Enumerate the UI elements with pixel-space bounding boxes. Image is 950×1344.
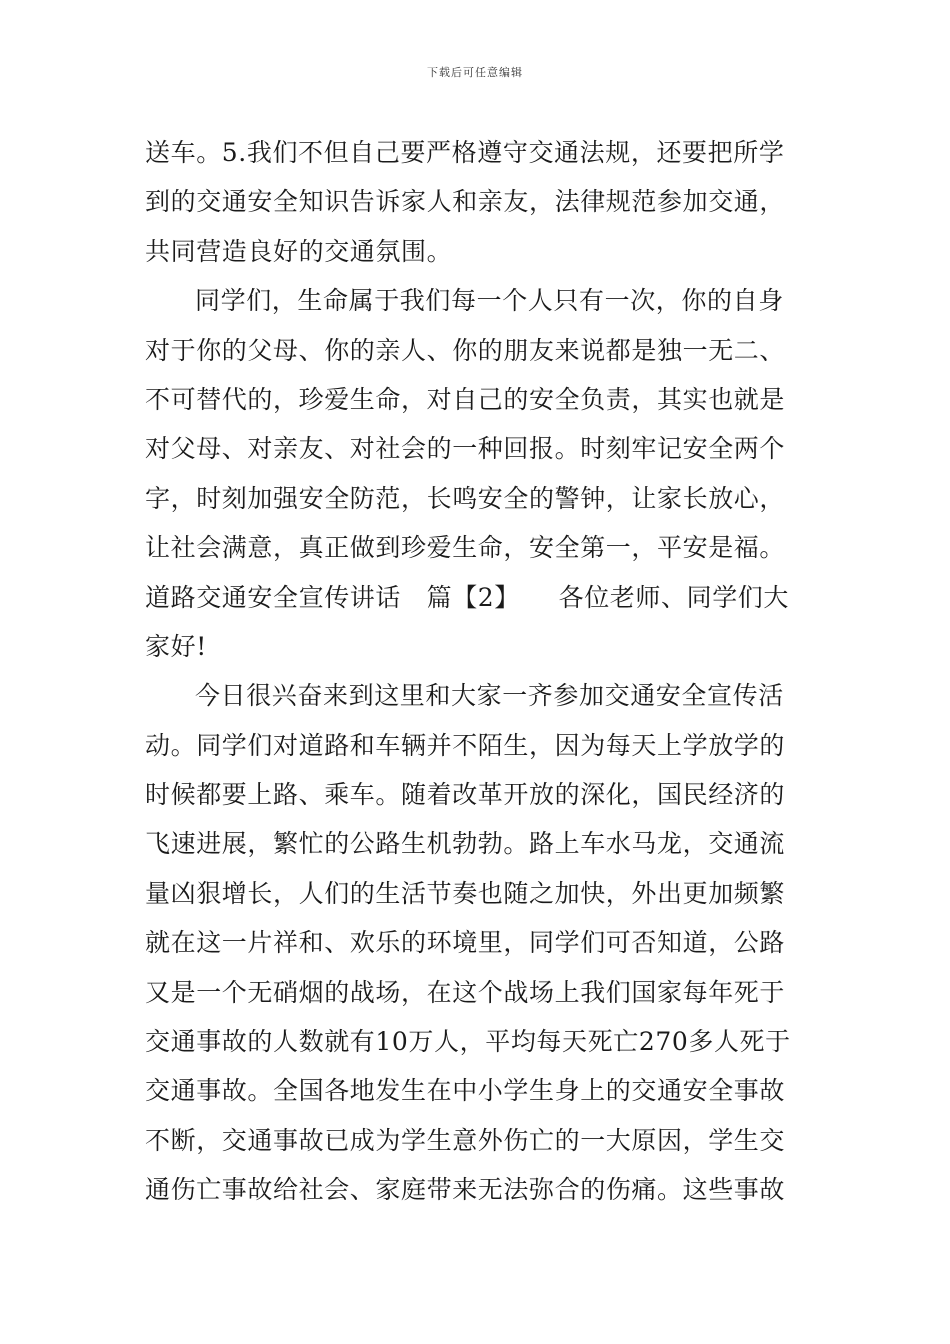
text-line: 量凶狠增长，人们的生活节奏也随之加快，外出更加频繁 xyxy=(145,878,786,908)
text-line: 对父母、对亲友、对社会的一种回报。时刻牢记安全两个 xyxy=(145,434,786,464)
text-line: 让社会满意，真正做到珍爱生命，安全第一，平安是福。 xyxy=(145,533,786,563)
text-line: 飞速进展，繁忙的公路生机勃勃。路上车水马龙，交通流 xyxy=(145,829,786,859)
text-line: 不可替代的，珍爱生命，对自己的安全负责，其实也就是 xyxy=(145,384,786,414)
text-line: 时候都要上路、乘车。随着改革开放的深化，国民经济的 xyxy=(145,780,786,810)
text-line: 今日很兴奋来到这里和大家一齐参加交通安全宣传活 xyxy=(195,681,784,711)
page-header-note: 下载后可任意编辑 xyxy=(427,66,523,79)
text-line: 不断，交通事故已成为学生意外伤亡的一大原因，学生交 xyxy=(145,1125,786,1155)
text-line: 送车。5.我们不但自己要严格遵守交通法规，还要把所学 xyxy=(145,138,785,167)
text-line: 家好! xyxy=(145,631,207,661)
text-line: 就在这一片祥和、欢乐的环境里，同学们可否知道，公路 xyxy=(145,928,786,958)
text-line: 到的交通安全知识告诉家人和亲友，法律规范参加交通， xyxy=(145,187,786,217)
text-line: 交通事故的人数就有10万人，平均每天死亡270多人死于 xyxy=(145,1027,791,1057)
text-line: 通伤亡事故给社会、家庭带来无法弥合的伤痛。这些事故 xyxy=(145,1175,786,1205)
text-line: 字，时刻加强安全防范，长鸣安全的警钟，让家长放心， xyxy=(145,483,786,513)
text-line: 道路交通安全宣传讲话 篇【2】 各位老师、同学们大 xyxy=(145,582,790,612)
text-line: 共同营造良好的交通氛围。 xyxy=(145,236,453,266)
text-line: 对于你的父母、你的亲人、你的朋友来说都是独一无二、 xyxy=(145,335,786,365)
text-line: 同学们，生命属于我们每一个人只有一次，你的自身 xyxy=(195,286,784,316)
document-body xyxy=(145,128,810,1215)
text-line: 动。同学们对道路和车辆并不陌生，因为每天上学放学的 xyxy=(145,730,786,760)
text-line: 又是一个无硝烟的战场，在这个战场上我们国家每年死于 xyxy=(145,977,786,1007)
text-line: 交通事故。全国各地发生在中小学生身上的交通安全事故 xyxy=(145,1076,786,1106)
